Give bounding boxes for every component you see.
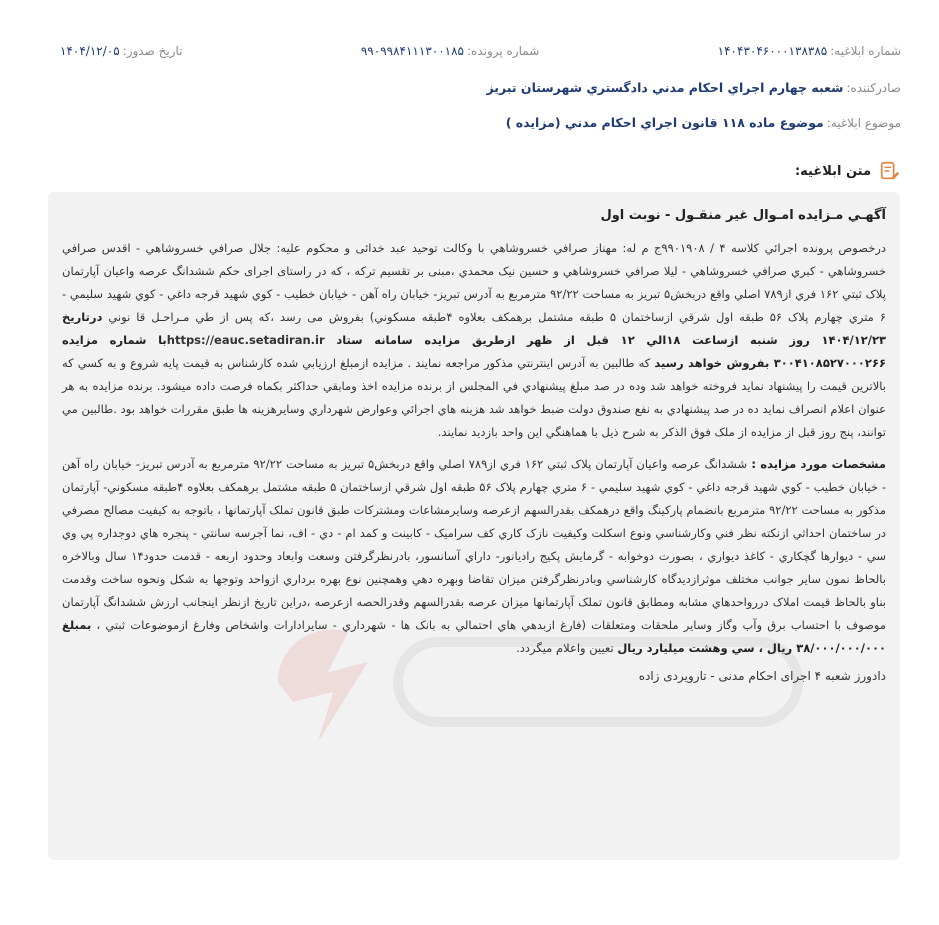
case-number-value: ۹۹۰۹۹۸۴۱۱۱۳۰۰۱۸۵: [360, 44, 464, 58]
issuer-label: صادرکننده:: [846, 80, 901, 95]
property-specs-label: مشخصات مورد مزايده :: [747, 457, 886, 471]
subject-value: موضوع ماده ۱۱۸ قانون اجراي احکام مدني (مزايده ): [505, 115, 824, 130]
notice-number-label: شماره ابلاغيه:: [830, 44, 901, 58]
notice-number: [718, 44, 901, 58]
notice-number-value: ۱۴۰۴۳۰۴۶۰۰۰۱۳۸۳۸۵: [717, 44, 828, 58]
auction-site-url: https://eauc.setadiran.ir: [166, 333, 325, 347]
issuer-value: شعبه چهارم اجراي احکام مدني دادگستري شهرستان تبريز: [486, 80, 844, 95]
issue-date-label: تاريخ صدور:: [122, 44, 183, 58]
notice-paragraph-1: [62, 237, 886, 444]
notice-paragraph-2: [62, 453, 886, 660]
notice-text-label: متن ابلاغيه:: [794, 163, 871, 179]
notice-content-box: [48, 192, 900, 860]
issuer-row: [60, 80, 901, 95]
auction-number: با شماره مزايده ۳۰۰۴۱۰۸۵۲۷۰۰۰۲۶۶ بفروش خواهد رسيد: [62, 333, 886, 370]
auction-date-time: درتاريخ ۱۴۰۴/۱۲/۲۳ روز شنبه ازساعت ۱۸الي ۱۲ قبل از ظهر ازطريق مزايده سامانه ستاد: [62, 310, 887, 347]
notice-heading: آگهـي مـزايده امـوال غير منقـول - نوبت اول: [600, 208, 886, 223]
subject-label: موضوع ابلاغيه:: [826, 115, 901, 130]
case-number: [361, 44, 539, 58]
subject-row: [60, 115, 901, 130]
case-number-label: شماره پرونده:: [466, 44, 540, 58]
signature: دادورز شعبه ۴ اجرای احکام مدنی - تارويردی زاده: [638, 669, 886, 683]
meta-top-row: [60, 44, 901, 58]
document-edit-icon: [879, 160, 901, 182]
p2-text-b: تعيين واعلام ميگردد.: [516, 641, 618, 655]
p1-text-b: که طالبين به آدرس اينترنتي مذکور مراجعه نمايند . مزايده ازمبلغ ارزيابي شده کارشناس به قيمت پايه شروع و به کسي که بالاترين قيمت را پيشنهاد نمايد فروخته خواهد شد وده در صد مبلغ پيشنهادي في المجلس از برنده مزايده اخذ ومابقي حداکثر بکماه فرصت داده ميشود. برنده مزايده به هر عنوان اعلام انصراف نمايد ده در صد پيشنهادي به نفع صندوق دولت ضبط خواهد شد هزينه هاي اجرائي وعوارض شهرداري وسايرهزينه ها طبق مقررات خواهد بود .طالبين مي توانند، پنج روز قبل از مزايده از ملک فوق الذکر به شرح ذيل با هماهنگي اين واحد بازديد نمايند.: [62, 356, 886, 439]
p1-text-a: درخصوص پرونده اجرائي کلاسه ۴ / ۹۹۰۱۹۰۸ج م له: مهناز صرافي خسروشاهي با وکالت توحيد عبد خدائی و محکوم عليه: جلال صرافي خسروشاهي - اقدس صرافي خسروشاهي - کبري صرافي خسروشاهي - ليلا صرافي خسروشاهي و حسين نيک محمدي ،مبنی بر تقسيم ترکه ، که در راستای اجرای حکم ششدانگ عرصه واعيان آپارتمان پلاک ثبتي ۱۶۲ فري از۷۸۹ اصلي واقع دربخش۵ تبريز به مساحت ۹۲/۲۲ مترمربع به آدرس تبريز- خيابان راه آهن - خيابان خطيب - کوي شهيد قرجه داغي - کوي شهيد سليمي - ۶ متري چهارم پلاک ۵۶ طبقه اول شرقي ازساختمان ۵ طبقه مشتمل برهمکف بعلاوه ۴طبقه مسکوني) بفروش می رسد ،که پس از طي مـراحـل قا نوني: [62, 241, 886, 324]
notice-text-title: [795, 160, 901, 182]
p2-text-a: ششدانگ عرصه واعيان آپارتمان پلاک ثبتي ۱۶۲ فري از۷۸۹ اصلي واقع دربخش۵ تبريز به مساحت ۹۲/۲۲ مترمربع به آدرس تبريز- خيابان راه آهن - خيابان خطيب - کوي شهيد قرجه داغي - کوي شهيد سليمي - ۶ متري چهارم پلاک ۵۶ طبقه اول شرقي ازساختمان ۵ طبقه مشتمل برهمکف بعلاوه ۴طبقه مسکوني- آپارتمان مذکور به مساحت ۹۲/۲۲ مترمربع بانضمام پارکينگ واقع درهمکف بقدرالسهم ازعرصه وسايرمشاعات ومشترکات طبق قانون تملک آپارتمانها ، باتوجه به کيفيت مصالح مصرفي در ساختمان احداثي ازنکته نظر فني وکارشناسي ونوع اسکلت وکيفيت نازک کاري کف سراميک - کابينت و کمد ام - دي - اف، نما آجرسه سانتي - پنجره هاي دوجداره پي وي سي - ديوارها گچکاري - کاغذ ديواري ، بصورت دوخوابه - گرمايش پکيج راديانور- داراي آسانسور، بادرنظرگرفتن وسعت وابعاد وحدود اربعه - قدمت حدود۱۴ سال وبالاخره بالحاظ نمون ساير جوانب مختلف موثرازديدگاه کارشناسي وبادرنظرگرفتن ميزان تقاضا وبهره دهي وهمچنين نوع بهره برداري ازواحد وتوجها به شکل ونحوه ساخت وقدمت بناو بالحاظ قيمت املاک دررواحدهاي مشابه ومطابق قانون تملک آپارتمانها ميزان عرصه بقدرالسهم وقدرالحصه ازعرصه ،دراين تاريخ ازنظر اينجانب ارزش ششدانگ آپارتمان موصوف با احتساب برق وآب وگاز وساير ملحقات ومتعلقات (فارغ ازبدهي هاي احتمالي به بانک ها - شهرداري - سايرادارات واشخاص وفارغ ازموضوعات ثبتي ،: [62, 457, 886, 632]
issue-date: [60, 44, 182, 58]
property-price: بمبلغ ۳۸/۰۰۰/۰۰۰/۰۰۰ ريال ، سي وهشت ميليارد ريال: [62, 618, 886, 655]
issue-date-value: ۱۴۰۴/۱۲/۰۵: [60, 44, 120, 58]
